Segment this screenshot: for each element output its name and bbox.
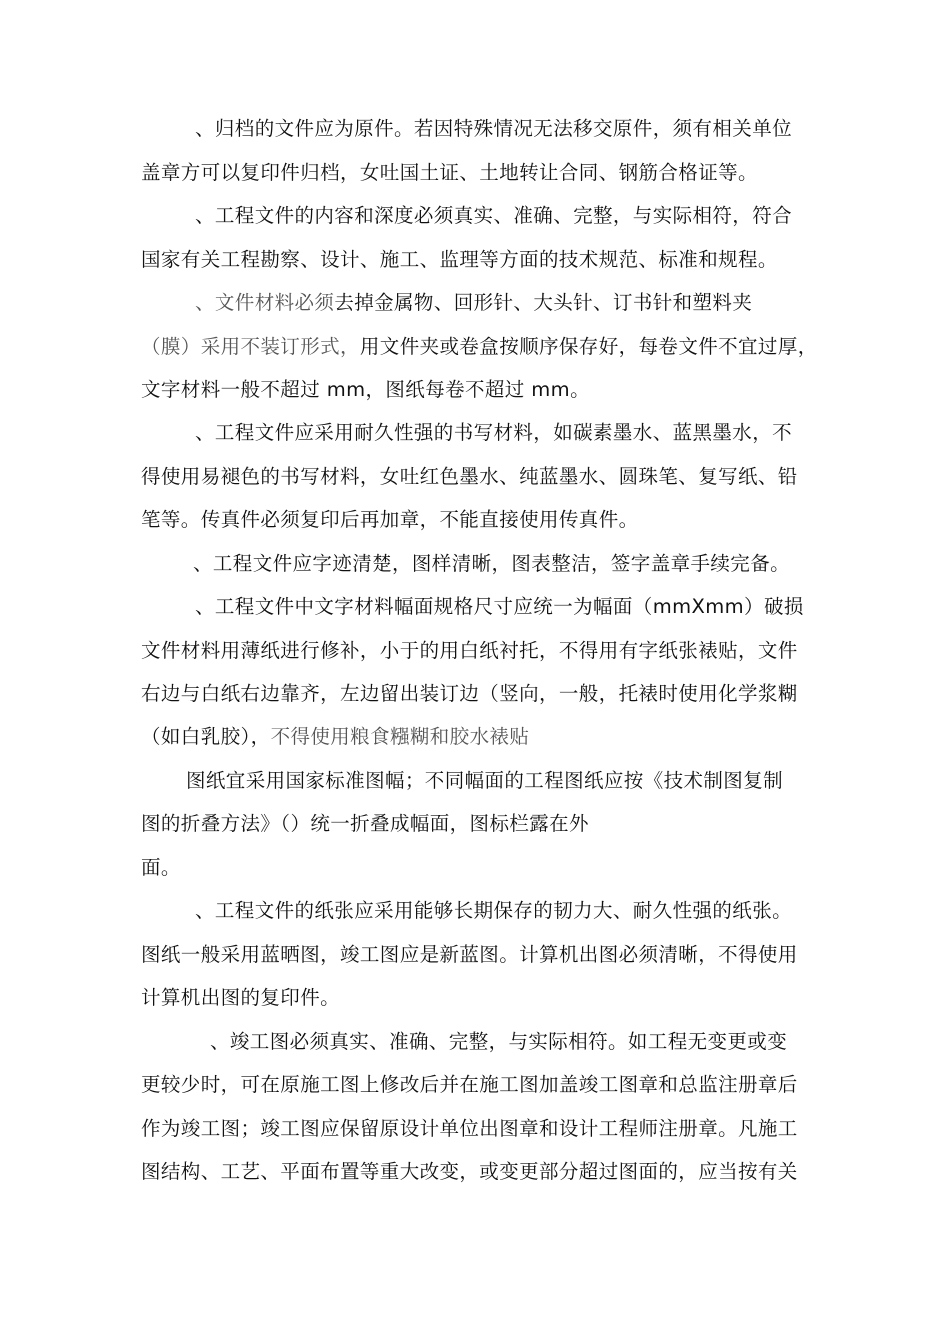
text-line: 、工程文件中文字材料幅面规格尺寸应统一为幅面（mmXmm）破损	[195, 595, 804, 618]
text-line: 文件材料用薄纸进行修补，小于的用白纸衬托，不得用有字纸张裱贴，文件	[141, 639, 798, 662]
text-line: 图结构、工艺、平面布置等重大改变，或变更部分超过图面的，应当按有关	[141, 1160, 798, 1183]
text-segment: 、文件材料必须	[195, 291, 335, 314]
text-line: 图纸一般采用蓝晒图，竣工图应是新蓝图。计算机出图必须清晰，不得使用	[141, 943, 798, 966]
text-line: 图纸宜采用国家标准图幅；不同幅面的工程图纸应按《技术制图复制	[186, 769, 784, 792]
text-segment: 不得使用粮食糨糊和胶水裱贴	[270, 725, 530, 748]
text-line: 笔等。传真件必须复印后再加章，不能直接使用传真件。	[141, 508, 639, 531]
text-line: 图的折叠方法》（）统一折叠成幅面，图标栏露在外	[141, 812, 589, 835]
text-line: 、工程文件的纸张应采用能够长期保存的韧力大、耐久性强的纸张。	[195, 899, 793, 922]
text-segment: （如白乳胶），	[141, 725, 271, 748]
text-line: 右边与白纸右边靠齐，左边留出装订边（竖向，一般，托裱时使用化学浆糊	[141, 682, 798, 705]
text-segment: 用文件夹或卷盒按顺序保存好，	[359, 335, 639, 358]
text-line: 面。	[141, 856, 181, 879]
text-line: 、归档的文件应为原件。若因特殊情况无法移交原件，须有相关单位	[195, 117, 793, 140]
text-line: 更较少时，可在原施工图上修改后并在施工图加盖竣工图章和总监注册章后	[141, 1073, 798, 1096]
text-line: 作为竣工图；竣工图应保留原设计单位出图章和设计工程师注册章。凡施工	[141, 1117, 798, 1140]
text-segment: 每卷文件不宜过厚，	[638, 335, 818, 358]
text-line	[141, 334, 818, 360]
text-line: 、工程文件应采用耐久性强的书写材料，如碳素墨水、蓝黑墨水，不	[195, 421, 793, 444]
text-line: 、竣工图必须真实、准确、完整，与实际相符。如工程无变更或变	[210, 1030, 788, 1053]
text-line: 、工程文件的内容和深度必须真实、准确、完整，与实际相符，符合	[195, 204, 793, 227]
text-line: 国家有关工程勘察、设计、施工、监理等方面的技术规范、标准和规程。	[141, 248, 778, 271]
text-line: 计算机出图的复印件。	[141, 986, 341, 1009]
text-line: 得使用易褪色的书写材料，女吐红色墨水、纯蓝墨水、圆珠笔、复写纸、铅	[141, 465, 798, 488]
text-line: 盖章方可以复印件归档，女吐国土证、土地转让合同、钢筋合格证等。	[141, 161, 758, 184]
text-line	[195, 290, 752, 316]
text-segment: 去掉金属物、回形针、大头针、订书针和塑料夹	[334, 291, 753, 314]
text-line: 文字材料一般不超过 mm，图纸每卷不超过 mm。	[141, 378, 590, 401]
text-segment: 采用不装订形式，	[200, 335, 360, 358]
text-line	[141, 724, 529, 750]
text-segment: （膜）	[141, 335, 201, 358]
text-line: 、工程文件应字迹清楚，图样清晰，图表整洁，签字盖章手续完备。	[193, 552, 791, 575]
